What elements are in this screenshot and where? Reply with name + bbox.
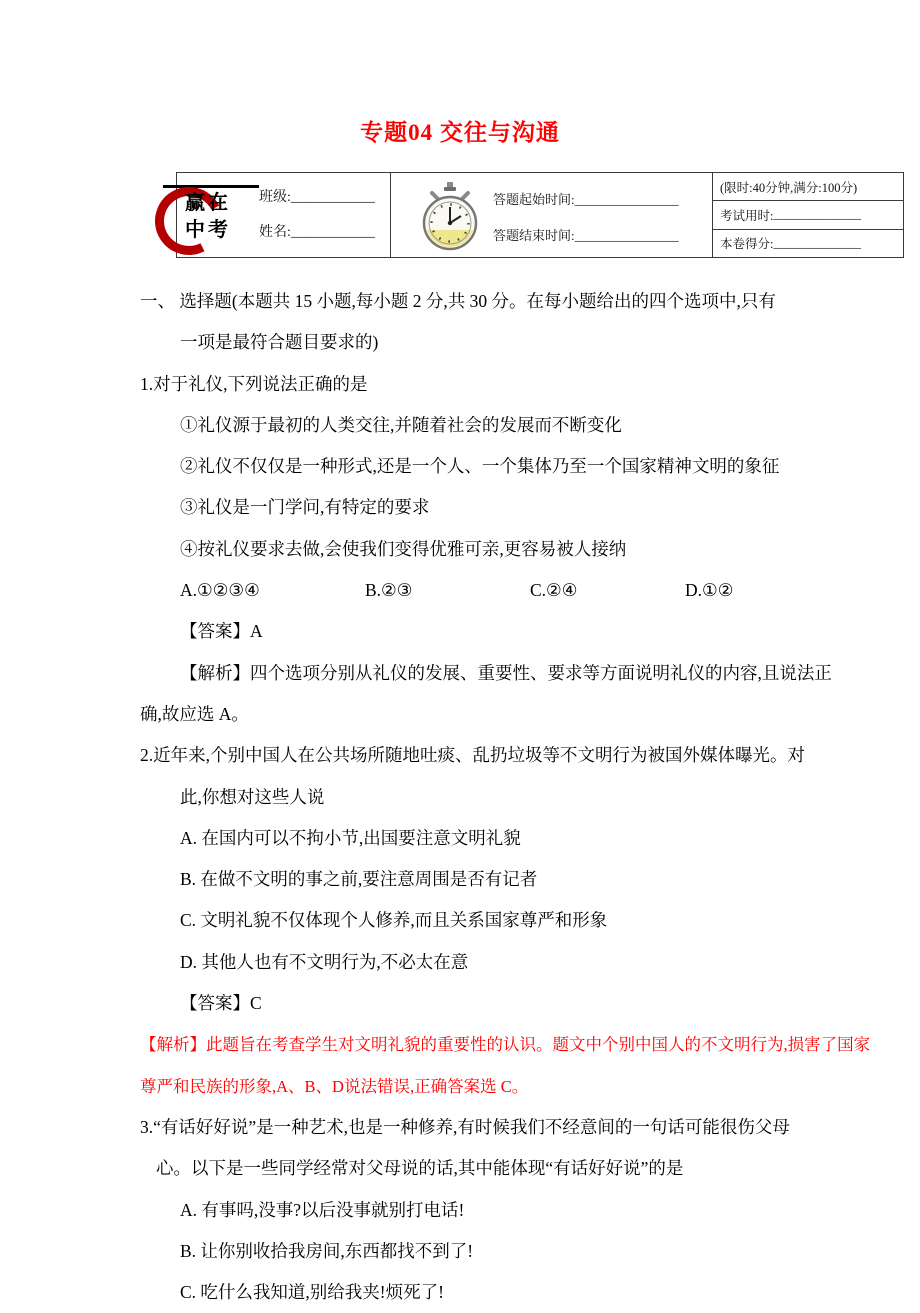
q1-choice-a: A.①②③④ xyxy=(180,580,260,601)
q1-analysis-line1: 【解析】四个选项分别从礼仪的发展、重要性、要求等方面说明礼仪的内容,且说法正 xyxy=(180,662,832,683)
q2-stem-line2: 此,你想对这些人说 xyxy=(180,786,325,807)
class-field xyxy=(259,186,375,206)
name-field xyxy=(259,221,375,241)
q1-choice-c: C.②④ xyxy=(530,580,578,601)
q2-option-c: C. 文明礼貌不仅体现个人修养,而且关系国家尊严和形象 xyxy=(180,910,608,931)
logo-text-line1: 赢在 xyxy=(185,192,231,214)
q1-analysis-line2: 确,故应选 A。 xyxy=(140,703,249,724)
end-time-field xyxy=(493,225,679,244)
score-blank: ______________ xyxy=(773,235,861,250)
q1-stem: 1.对于礼仪,下列说法正确的是 xyxy=(140,373,368,394)
start-time-label: 答题起始时间: xyxy=(493,192,575,207)
start-time-blank: ________________ xyxy=(574,192,679,207)
score-info-cell xyxy=(713,173,903,257)
start-time-field xyxy=(493,189,679,208)
exam-duration-label: 考试用时: xyxy=(720,208,774,223)
logo-text xyxy=(185,190,231,244)
exam-duration-blank: ______________ xyxy=(773,207,861,222)
stopwatch-icon xyxy=(419,181,481,251)
student-info-cell xyxy=(177,173,391,257)
q1-item-2: ②礼仪不仅仅是一种形式,还是一个人、一个集体乃至一个国家精神文明的象征 xyxy=(180,456,780,477)
q1-item-4: ④按礼仪要求去做,会使我们变得优雅可亲,更容易被人接纳 xyxy=(180,538,627,559)
q3-option-c: C. 吃什么我知道,别给我夹!烦死了! xyxy=(180,1282,444,1303)
q2-stem-line1: 2.近年来,个别中国人在公共场所随地吐痰、乱扔垃圾等不文明行为被国外媒体曝光。对 xyxy=(140,745,805,766)
exam-duration-field xyxy=(713,201,903,229)
q1-choices-row xyxy=(140,570,915,611)
q2-option-b: B. 在做不文明的事之前,要注意周围是否有记者 xyxy=(180,869,538,890)
yingzai-zhongkao-logo xyxy=(155,175,271,255)
q2-option-d: D. 其他人也有不文明行为,不必太在意 xyxy=(180,951,469,972)
end-time-blank: ________________ xyxy=(574,228,679,243)
q1-item-1: ①礼仪源于最初的人类交往,并随着社会的发展而不断变化 xyxy=(180,414,622,435)
class-blank: ____________ xyxy=(290,190,375,205)
q3-option-b: B. 让你别收拾我房间,东西都找不到了! xyxy=(180,1240,474,1261)
q2-analysis-line2: 尊严和民族的形象,A、B、D说法错误,正确答案选 C。 xyxy=(140,1076,529,1096)
class-label: 班级: xyxy=(259,190,291,205)
q2-analysis-line1: 【解析】此题旨在考查学生对文明礼貌的重要性的认识。题文中个别中国人的不文明行为,损害了国家 xyxy=(140,1035,871,1055)
section-heading-line1: 一、 选择题(本题共 15 小题,每小题 2 分,共 30 分。在每小题给出的四个选项中,只有 xyxy=(140,291,776,311)
q1-item-3: ③礼仪是一门学问,有特定的要求 xyxy=(180,497,430,518)
score-field xyxy=(713,230,903,257)
q1-answer: 【答案】A xyxy=(180,621,263,642)
q3-option-a: A. 有事吗,没事?以后没事就别打电话! xyxy=(180,1199,465,1220)
exam-info-box xyxy=(176,172,904,258)
end-time-label: 答题结束时间: xyxy=(493,228,575,243)
q2-option-a: A. 在国内可以不拘小节,出国要注意文明礼貌 xyxy=(180,827,521,848)
page-title: 专题04 交往与沟通 xyxy=(360,120,560,145)
score-label: 本卷得分: xyxy=(720,237,774,252)
exam-body xyxy=(140,281,915,1313)
q1-choice-b: B.②③ xyxy=(365,580,413,601)
name-blank: ____________ xyxy=(290,225,375,240)
answer-time-cell xyxy=(391,173,713,257)
time-limit-info: (限时:40分钟,满分:100分) xyxy=(713,173,903,201)
q2-answer: 【答案】C xyxy=(180,993,262,1014)
q1-choice-d: D.①② xyxy=(685,580,734,601)
q3-stem-line2: 心。以下是一些同学经常对父母说的话,其中能体现“有话好好说”的是 xyxy=(156,1158,684,1179)
name-label: 姓名: xyxy=(259,225,291,240)
section-heading-line2: 一项是最符合题目要求的) xyxy=(180,332,379,353)
q3-stem-line1: 3.“有话好好说”是一种艺术,也是一种修养,有时候我们不经意间的一句话可能很伤父母 xyxy=(140,1116,790,1137)
logo-text-line2: 中考 xyxy=(185,219,231,241)
